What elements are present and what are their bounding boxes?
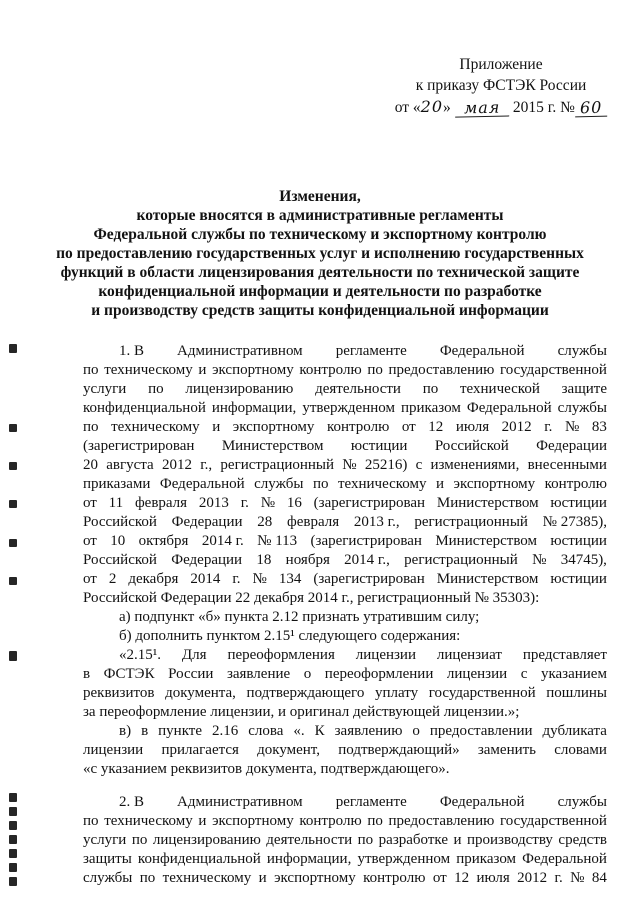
body-line: б) дополнить пунктом 2.15¹ следующего содержания: [119,628,461,644]
title-line: функций в области лицензирования деятельности по технической защите [60,264,580,281]
title-line: Федеральной службы по техническому и экспортному контролю [93,226,547,243]
paragraph-1 [83,342,607,608]
appendix-label: Приложение [459,56,543,73]
body-line: Российской Федерации 28 февраля 2013 г., регистрационный № 27385), [83,514,607,530]
body-line: Российской Федерации 18 ноября 2014 г., регистрационный № 34745), [83,552,607,568]
scan-artifact [9,807,17,816]
body-line: а) подпункт «б» пункта 2.12 признать утратившим силу; [119,609,480,625]
scan-artifact [9,877,17,886]
subitem-a [83,608,607,627]
handwritten-month: мая [454,99,509,117]
document-title [20,187,620,320]
body-line: от 2 декабря 2014 г. № 134 (зарегистрирован Министерством юстиции [83,571,607,587]
title-line: конфиденциальной информации и деятельности по разработке [98,283,542,300]
body-line: лицензии прилагается документ, подтверждающий» заменить словами [83,742,607,758]
order-reference: к приказу ФСТЭК России [415,77,587,94]
body-line: 1. В Административном регламенте Федеральной службы [119,343,607,359]
title-line: и производству средств защиты конфиденциальной информации [91,302,549,319]
paragraph-gap [83,779,607,793]
scan-artifact [9,793,17,802]
body-line: Российской Федерации 22 декабря 2014 г., регистрационный № 35303): [83,590,540,606]
title-line: Изменения, [279,188,361,205]
title-line: по предоставлению государственных услуг и исполнению государственных [56,245,584,262]
scan-artifact [9,651,17,661]
subitem-v [83,722,607,779]
date-close-quote: » [443,99,451,116]
subitem-b [83,627,607,646]
document-body [83,342,607,888]
scan-artifact [9,539,17,547]
body-line: в) в пункте 2.16 слова «. К заявлению о предоставлении дубликата [119,723,607,739]
scan-artifact [9,835,17,844]
body-line: от 10 октября 2014 г. № 113 (зарегистрирован Министерством юстиции [83,533,607,549]
body-line: приказами Федеральной службы по техническому и экспортному контролю [83,476,607,492]
body-line: в ФСТЭК России заявление о переоформлении лицензии с указанием [83,666,607,682]
scan-artifact [9,863,17,872]
title-line: которые вносятся в административные регламенты [136,207,504,224]
body-line: реквизитов документа, подтверждающего уплату государственной пошлины [83,685,607,701]
body-line: по техническому и экспортному контролю по предоставлению государственной [83,362,607,378]
body-line: «с указанием реквизитов документа, подтверждающего». [83,761,450,777]
handwritten-order-number: 60 [575,100,608,118]
body-line: службы по техническому и экспортному контролю от 12 июля 2012 г. № 84 [83,870,607,886]
scan-artifact [9,500,17,508]
scan-artifact [9,577,17,585]
body-line: 2. В Административном регламенте Федеральной службы [119,794,607,810]
scan-artifact [9,849,17,858]
body-line: по техническому и экспортному контролю по предоставлению государственной [83,813,607,829]
body-line: конфиденциальной информации, утвержденном приказом Федеральной службы [83,400,607,416]
scan-artifact [9,821,17,830]
paragraph-2 [83,793,607,888]
body-line: 20 августа 2012 г., регистрационный № 25216) с изменениями, внесенными [83,457,607,473]
order-date-line [388,96,614,118]
body-line: (зарегистрирован Министерством юстиции Российской Федерации [83,438,607,454]
document-header [388,54,614,118]
date-prefix: от « [394,99,421,116]
body-line: услуги по лицензированию деятельности по разработке и производству средств [83,832,607,848]
date-year-part: 2015 г. № [512,99,575,116]
body-line: «2.15¹. Для переоформления лицензии лицензиат представляет [119,647,607,663]
quoted-point-2-15-1 [83,646,607,722]
scan-artifact [9,462,17,470]
body-line: защиты конфиденциальной информации, утвержденном приказом Федеральной [83,851,607,867]
scan-artifact [9,424,17,432]
body-line: от 11 февраля 2013 г. № 16 (зарегистрирован Министерством юстиции [83,495,607,511]
scan-artifact [9,344,17,353]
body-line: за переоформление лицензии, и оригинал действующей лицензии.»; [83,704,520,720]
body-line: услуги по лицензированию деятельности по технической защите [83,381,607,397]
body-line: по техническому и экспортному контролю от 12 июля 2012 г. № 83 [83,419,607,435]
handwritten-day: 20 [420,97,443,116]
